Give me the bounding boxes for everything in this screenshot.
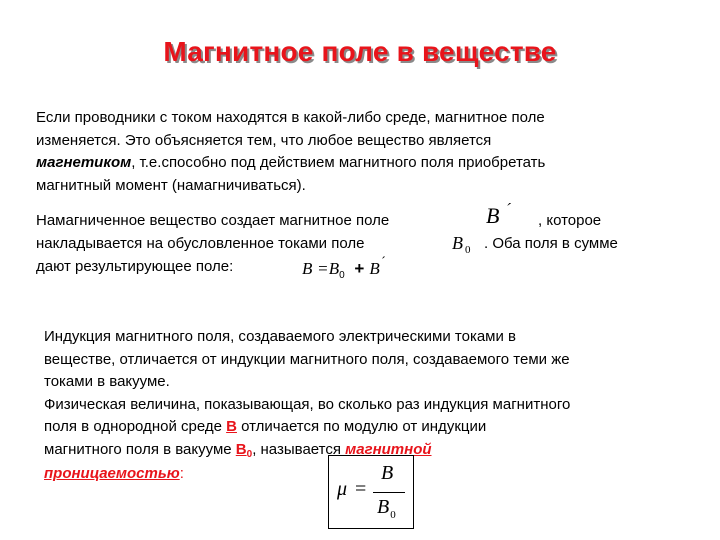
- p3-line-6: магнитного поля в вакууме $B_0$, называется магнитной: [44, 440, 432, 460]
- intro-paragraph: [36, 107, 545, 197]
- p2-line-1-end: , которое: [538, 212, 602, 229]
- page-title: Магнитное поле в веществе: [163, 36, 557, 67]
- p3-line-1: Индукция магнитного поля, создаваемого электрическими токами в: [44, 328, 517, 345]
- intro-line-4: магнитный момент (намагничиваться).: [36, 176, 306, 194]
- intro-line-3-rest: , т.е.способно под действием магнитного поля приобретать: [131, 154, 546, 171]
- fraction-line: [373, 492, 405, 493]
- p2-line-3: дают результирующее поле:: [36, 258, 234, 275]
- permeability-paragraph: [44, 326, 570, 486]
- numerator-B: B: [381, 462, 394, 484]
- term-magnetic: магнетиком: [36, 154, 132, 171]
- p3-line-2: веществе, отличается от индукции магнитного поля, создаваемого теми же: [44, 350, 570, 368]
- term-magnetic-permeability-2: проницаемостью: [44, 465, 180, 482]
- p2-line-2-end: . Оба поля в сумме: [484, 235, 618, 252]
- intro-line-2: изменяется. Это объясняется тем, что любое вещество является: [36, 131, 492, 149]
- formula-sum: $B =B_0 + B$ ´: [302, 254, 387, 281]
- equals-sign: =: [355, 478, 367, 500]
- permeability-formula: [328, 455, 414, 529]
- symbol-B0: $B_0$: [235, 440, 253, 460]
- p3-line-4: Физическая величина, показывающая, во сколько раз индукция магнитного: [44, 395, 571, 413]
- mu-symbol: μ: [337, 478, 348, 500]
- formula-B-prime: B ´: [486, 201, 511, 228]
- formula-B0: B $_0$: [452, 233, 471, 256]
- intro-line-3: [36, 152, 545, 175]
- p3-line-3: токами в вакууме.: [44, 373, 170, 390]
- denominator-B0: $B_0$: [377, 496, 396, 521]
- p3-line-7: проницаемостью:: [44, 465, 184, 482]
- term-magnetic-permeability-1: магнитной: [345, 440, 432, 458]
- p2-line-1: Намагниченное вещество создает магнитное поле: [36, 212, 390, 229]
- symbol-B: B: [226, 418, 237, 435]
- p2-line-2: накладывается на обусловленное токами поле: [36, 235, 365, 252]
- intro-line-1: Если проводники с током находятся в какой-либо среде, магнитное поле: [36, 109, 545, 126]
- p3-line-5: поля в однородной среде B отличается по модулю от индукции: [44, 418, 487, 435]
